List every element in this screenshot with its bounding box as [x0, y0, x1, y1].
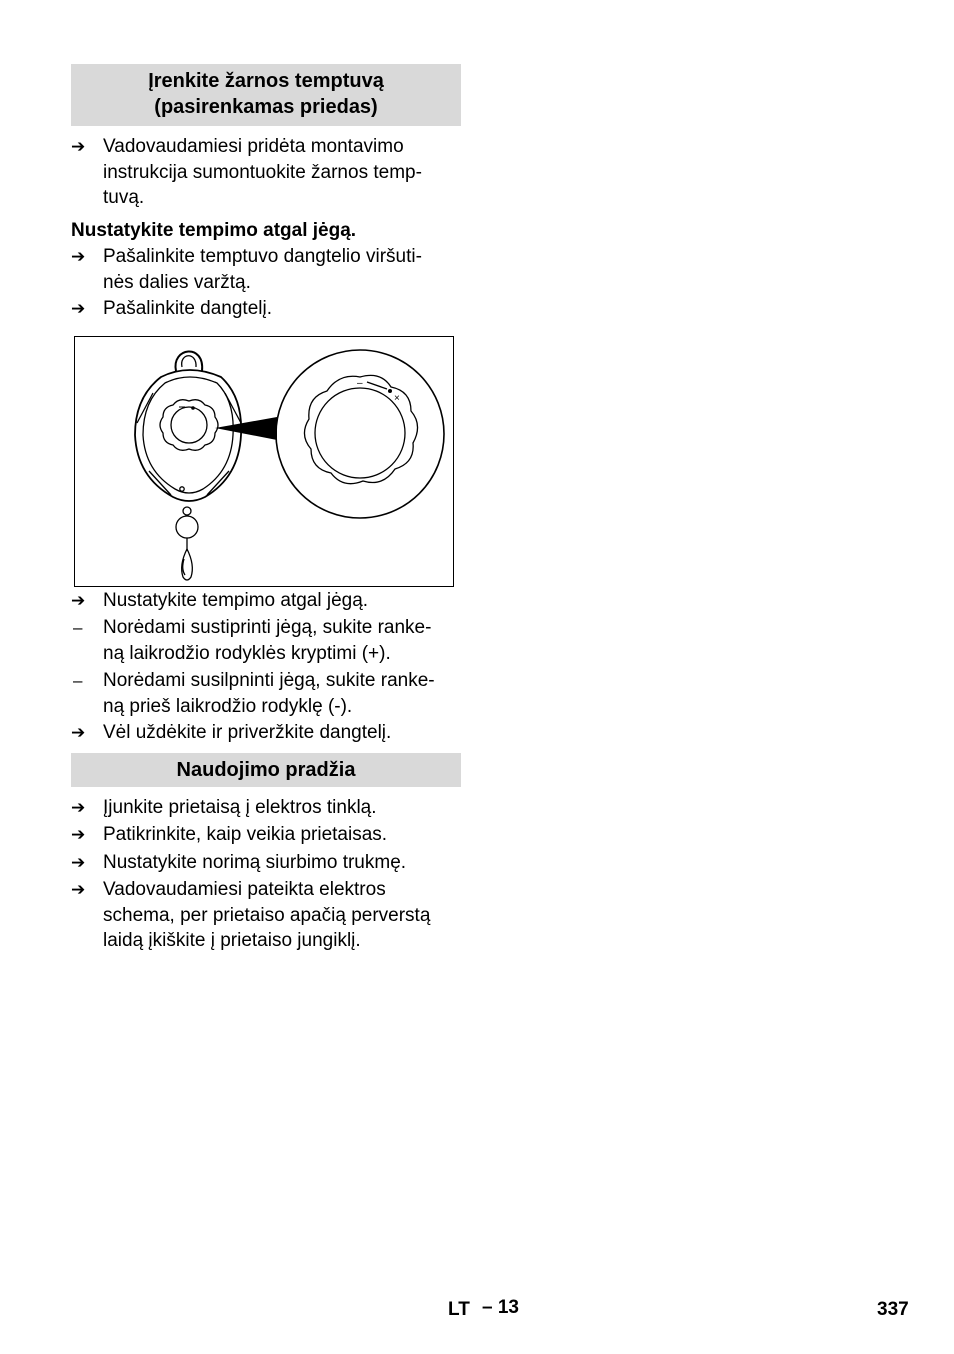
footer-language: LT	[448, 1299, 470, 1320]
arrow-icon: ➔	[71, 247, 86, 266]
list-item	[71, 615, 461, 666]
step-text-line: schema, per prietaiso apačią perverstą	[103, 904, 431, 926]
list-item	[71, 296, 461, 322]
list-item	[71, 720, 461, 746]
arrow-icon: ➔	[71, 853, 86, 872]
magnifier-pointer	[215, 417, 277, 440]
step-text-line: Nustatykite tempimo atgal jėgą.	[103, 590, 369, 611]
hose-reel-figure	[74, 336, 454, 587]
hose-stopper-ball	[176, 516, 198, 538]
dash-marker: –	[73, 618, 83, 637]
list-item	[71, 877, 461, 954]
step-text-line: nės dalies varžtą.	[103, 271, 251, 293]
step-text-line: Vadovaudamiesi pridėta montavimo	[103, 136, 404, 157]
step-text-line: tuvą.	[103, 187, 145, 208]
cover-screw	[180, 487, 184, 491]
magnified-knob	[304, 375, 417, 483]
step-text-line: Norėdami sustiprinti jėgą, sukite ranke-	[103, 617, 432, 638]
footer-local-page: – 13	[482, 1297, 519, 1318]
section-heading-line-2: (pasirenkamas priedas)	[154, 96, 378, 118]
hose-reel-illustration	[75, 337, 452, 585]
step-text-line: Nustatykite norimą siurbimo trukmę.	[103, 852, 407, 873]
list-item	[71, 134, 461, 211]
step-text-line: ną laikrodžio rodyklės kryptimi (+).	[103, 642, 391, 664]
arrow-icon: ➔	[71, 723, 86, 742]
list-item	[71, 850, 461, 876]
step-text-line: Vėl uždėkite ir priveržkite dangtelį.	[103, 722, 392, 743]
reel-body	[135, 370, 241, 501]
section-heading-hose-reel	[71, 64, 461, 126]
step-text-line: Pašalinkite temptuvo dangtelio viršuti-	[103, 246, 422, 267]
step-text-line: Patikrinkite, kaip veikia prietaisas.	[103, 824, 388, 845]
arrow-icon: ➔	[71, 137, 86, 156]
arrow-icon: ➔	[71, 825, 86, 844]
list-item	[71, 822, 461, 848]
arrow-icon: ➔	[71, 299, 86, 318]
arrow-icon: ➔	[71, 591, 86, 610]
section-heading-startup: Naudojimo pradžia	[71, 753, 461, 787]
section-heading-line-1: Įrenkite žarnos temptuvą	[148, 70, 384, 92]
arrow-icon: ➔	[71, 880, 86, 899]
step-text-line: ną prieš laikrodžio rodyklę (-).	[103, 695, 353, 717]
list-item	[71, 668, 461, 719]
list-item	[71, 588, 461, 614]
subheading-tension: Nustatykite tempimo atgal jėgą.	[71, 220, 357, 241]
list-item	[71, 244, 461, 295]
footer-page-number: 337	[877, 1299, 909, 1320]
step-text-line: Vadovaudamiesi pateikta elektros	[103, 879, 386, 900]
step-text-line: Įjunkite prietaisą į elektros tinklą.	[103, 797, 377, 818]
magnified-detail	[276, 350, 444, 518]
dial-minus-mark: –	[357, 378, 363, 389]
step-text-line: laidą įkiškite į prietaiso jungiklį.	[103, 930, 361, 951]
list-item	[71, 795, 461, 821]
hanging-loop	[175, 351, 202, 371]
step-text-line: Pašalinkite dangtelį.	[103, 298, 272, 319]
dial-plus-mark: ×	[394, 393, 400, 404]
step-text-line: Norėdami susilpninti jėgą, sukite ranke-	[103, 670, 435, 691]
arrow-icon: ➔	[71, 798, 86, 817]
step-text-line: instrukcija sumontuokite žarnos temp-	[103, 161, 422, 183]
dash-marker: –	[73, 671, 83, 690]
